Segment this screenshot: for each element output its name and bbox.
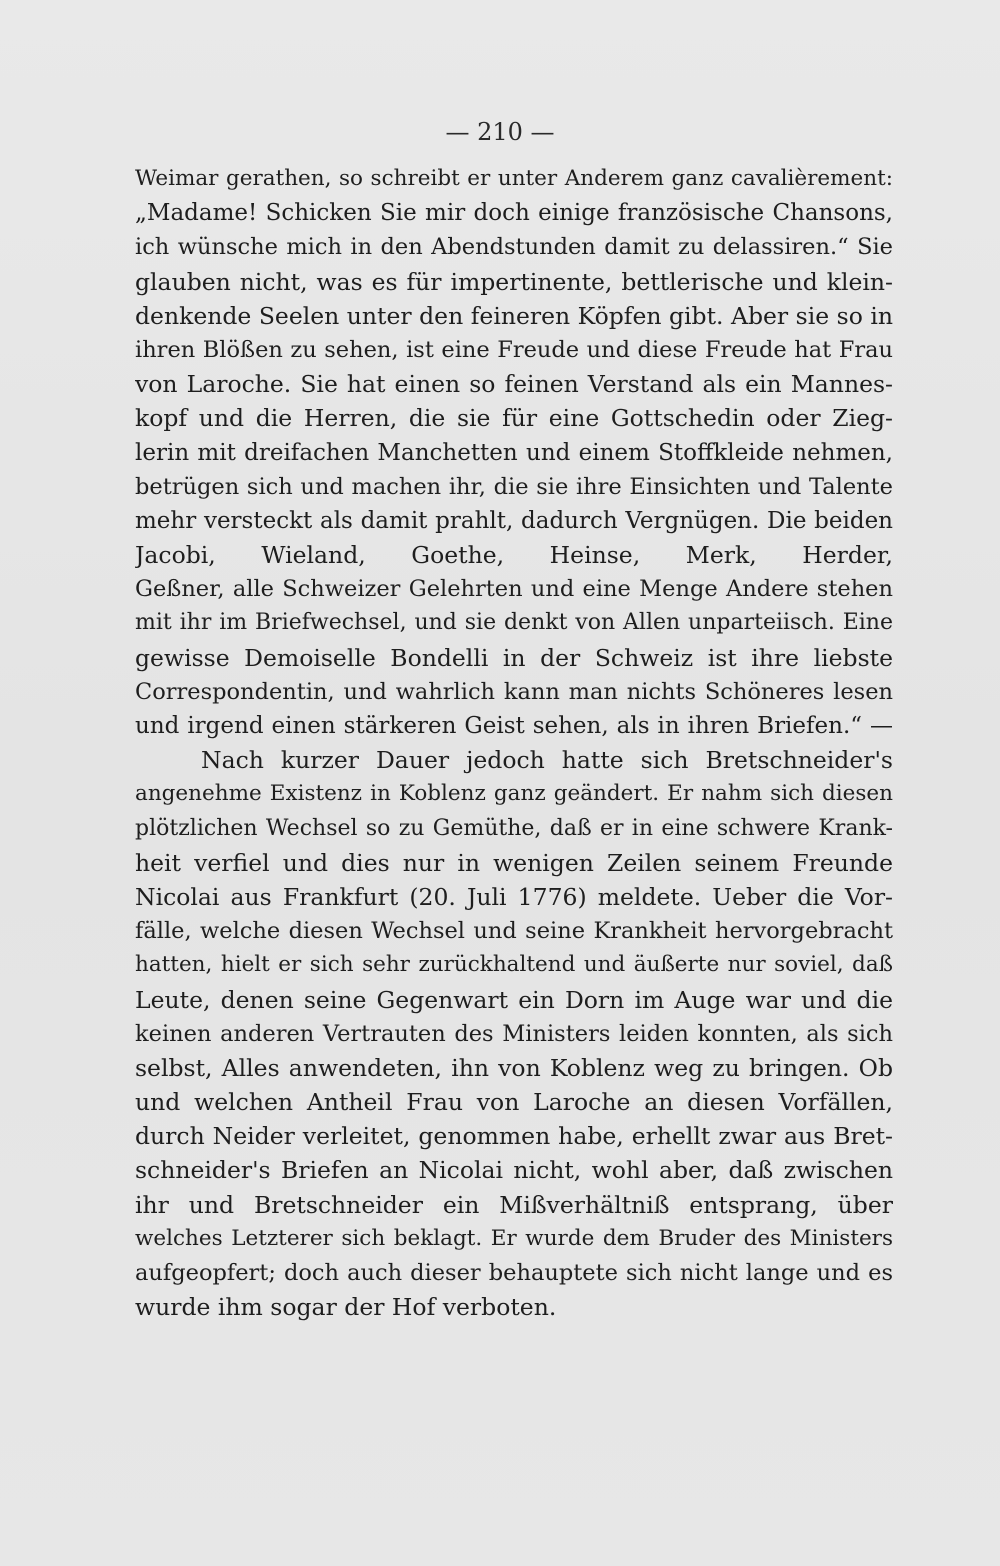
body-text bbox=[135, 162, 893, 1324]
text-line: welches Letzterer sich beklagt. Er wurde dem Bruder des Ministers bbox=[135, 1225, 893, 1251]
text-line: glauben nicht, was es für impertinente, bettlerische und klein- bbox=[135, 267, 893, 296]
text-line: Leute, denen seine Gegenwart ein Dorn im Auge war und die bbox=[135, 985, 893, 1014]
text-line: ihr und Bretschneider ein Mißverhältniß entsprang, über bbox=[135, 1190, 893, 1219]
text-line: durch Neider verleitet, genommen habe, erhellt zwar aus Bret- bbox=[135, 1122, 893, 1151]
text-line: fälle, welche diesen Wechsel und seine Krankheit hervorgebracht bbox=[135, 918, 893, 945]
text-line: betrügen sich und machen ihr, die sie ihre Einsichten und Talente bbox=[135, 473, 893, 500]
text-line: lerin mit dreifachen Manchetten und einem Stoffkleide nehmen, bbox=[135, 439, 893, 466]
text-line: ich wünsche mich in den Abendstunden damit zu delassiren.“ Sie bbox=[135, 234, 893, 261]
text-line: ihren Blößen zu sehen, ist eine Freude und diese Freude hat Frau bbox=[135, 336, 893, 363]
text-line: selbst, Alles anwendeten, ihn von Koblenz weg zu bringen. Ob bbox=[135, 1053, 893, 1082]
text-line: mehr versteckt als damit prahlt, dadurch Vergnügen. Die beiden bbox=[135, 507, 893, 534]
text-line: aufgeopfert; doch auch dieser behauptete sich nicht lange und es bbox=[135, 1260, 893, 1286]
text-line: Jacobi, Wieland, Goethe, Heinse, Merk, Herder, bbox=[135, 541, 893, 570]
text-line: und welchen Antheil Frau von Laroche an diesen Vorfällen, bbox=[135, 1088, 893, 1117]
text-line: von Laroche. Sie hat einen so feinen Verstand als ein Mannes- bbox=[135, 370, 893, 399]
text-line: „Madame! Schicken Sie mir doch einige französische Chansons, bbox=[135, 200, 893, 227]
text-line: Correspondentin, und wahrlich kann man nichts Schöneres lesen bbox=[135, 678, 893, 705]
text-line: gewisse Demoiselle Bondelli in der Schweiz ist ihre liebste bbox=[135, 643, 893, 672]
text-line: wurde ihm sogar der Hof verboten. bbox=[135, 1293, 557, 1322]
text-line: heit verfiel und dies nur in wenigen Zeilen seinem Freunde bbox=[135, 848, 893, 877]
text-line: mit ihr im Briefwechsel, und sie denkt von Allen unparteiisch. Eine bbox=[135, 610, 893, 636]
text-line: kopf und die Herren, die sie für eine Gottschedin oder Zieg- bbox=[135, 404, 893, 433]
page-number: — 210 — bbox=[445, 118, 555, 146]
text-line: denkende Seelen unter den feineren Köpfen gibt. Aber sie so in bbox=[135, 301, 893, 330]
text-line: plötzlichen Wechsel so zu Gemüthe, daß er in eine schwere Krank- bbox=[135, 815, 893, 841]
text-line: Nach kurzer Dauer jedoch hatte sich Bretschneider's bbox=[201, 746, 893, 775]
text-line: Weimar gerathen, so schreibt er unter Anderem ganz cavalièrement: bbox=[135, 166, 893, 191]
text-line: keinen anderen Vertrauten des Ministers leiden konnten, als sich bbox=[135, 1020, 893, 1047]
text-line: angenehme Existenz in Koblenz ganz geändert. Er nahm sich diesen bbox=[135, 781, 893, 807]
text-line: hatten, hielt er sich sehr zurückhaltend und äußerte nur soviel, daß bbox=[135, 952, 893, 978]
text-line: Geßner, alle Schweizer Gelehrten und eine Menge Andere stehen bbox=[135, 576, 893, 603]
text-line: schneider's Briefen an Nicolai nicht, wohl aber, daß zwischen bbox=[135, 1156, 893, 1185]
text-line: und irgend einen stärkeren Geist sehen, als in ihren Briefen.“ — bbox=[135, 713, 893, 739]
text-line: Nicolai aus Frankfurt (20. Juli 1776) meldete. Ueber die Vor- bbox=[135, 882, 893, 911]
